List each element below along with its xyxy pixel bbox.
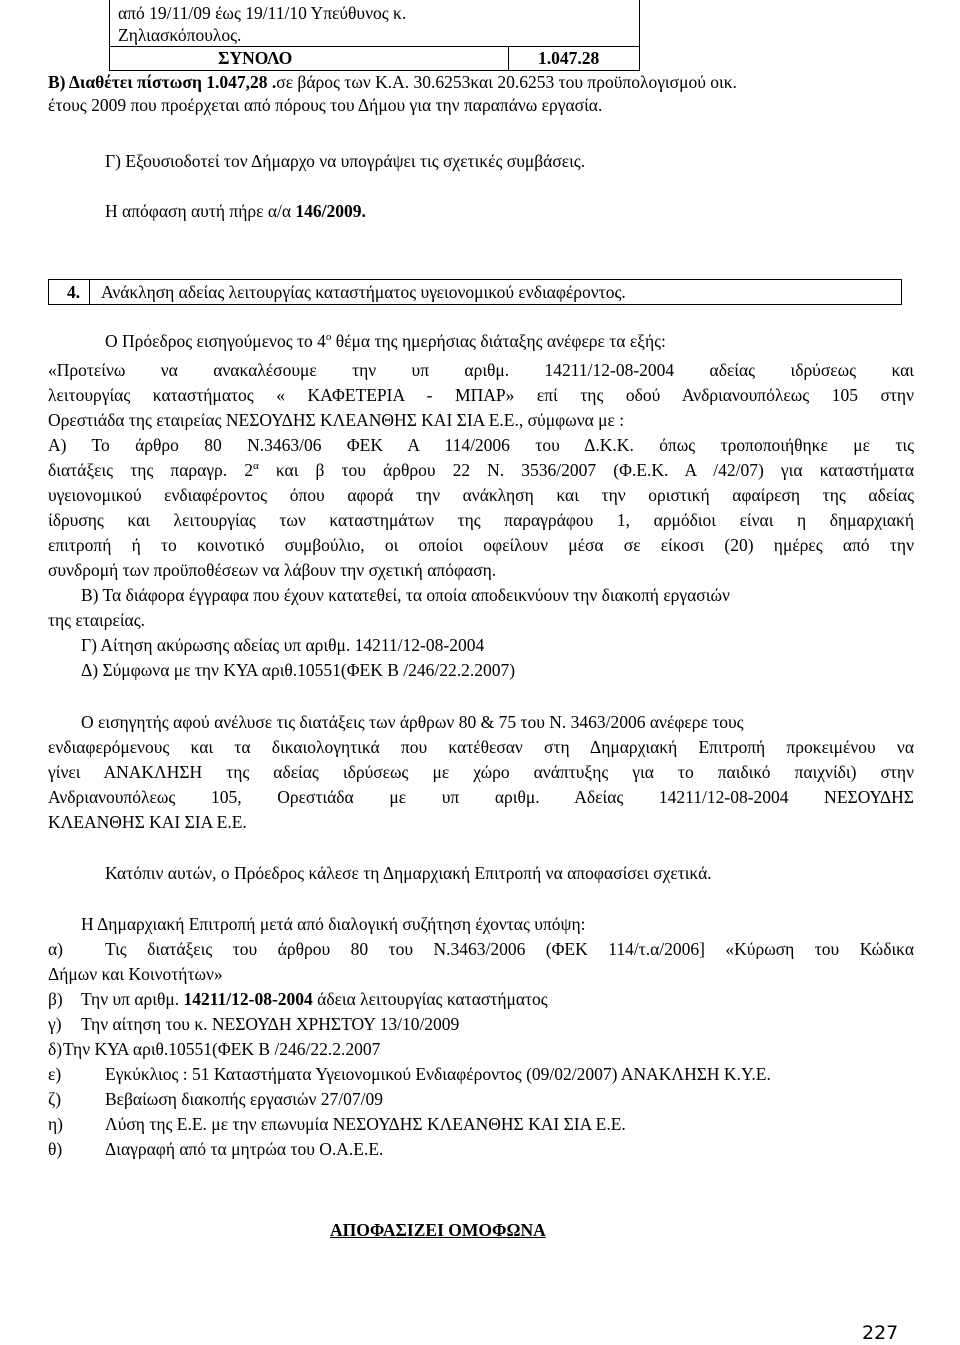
consideration-text-post: άδεια λειτουργίας καταστήματος xyxy=(312,989,548,1009)
para-b-rest: σε βάρος των Κ.Α. 30.6253και 20.6253 του προϋπολογισμού οικ. xyxy=(276,72,737,92)
column-divider xyxy=(508,47,509,71)
total-row xyxy=(110,46,639,71)
consideration-label: ε) xyxy=(48,1064,62,1084)
table-cell-text: Ζηλιασκόπουλος. xyxy=(118,25,242,45)
body-line: λειτουργίας καταστήματος « ΚΑΦΕΤΕΡΙΑ - ΜΠΑΡ» επί της οδού Ανδριανουπόλεως 105 στην xyxy=(48,385,914,405)
rapporteur-line: ΚΛΕΑΝΘΗΣ ΚΑΙ ΣΙΑ Ε.Ε. xyxy=(48,812,247,832)
paragraph-b xyxy=(48,71,737,94)
consideration-label: θ) xyxy=(48,1139,63,1159)
total-label: ΣΥΝΟΛΟ xyxy=(218,48,293,68)
invite-line: Κατόπιν αυτών, ο Πρόεδρος κάλεσε τη Δημαρχιακή Επιτροπή να αποφασίσει σχετικά. xyxy=(105,863,712,883)
point-b-line2: της εταιρείας. xyxy=(48,610,146,630)
intro-line xyxy=(105,330,666,353)
paragraph-b-line2: έτους 2009 που προέρχεται από πόρους του Δήμου για την παραπάνω εργασία. xyxy=(48,95,603,115)
decision-number-line xyxy=(105,200,366,223)
agenda-item-number: 4. xyxy=(67,282,81,302)
decision-heading: ΑΠΟΦΑΣΙΖΕΙ ΟΜΟΦΩΝΑ xyxy=(330,1220,546,1240)
consideration-label: η) xyxy=(48,1114,63,1134)
body-line: ίδρυσης και λειτουργίας των καταστημάτων της παραγράφου 1, αρμόδιοι είναι η δημαρχιακή xyxy=(48,510,914,530)
body-line-sup xyxy=(48,459,914,482)
point-d-line: Δ) Σύμφωνα με την ΚΥΑ αριθ.10551(ΦΕΚ Β /246/22.2.2007) xyxy=(81,660,516,680)
agenda-item-title: Ανάκληση αδείας λειτουργίας καταστήματος υγειονομικού ενδιαφέροντος. xyxy=(101,282,626,302)
body-line: Ορεστιάδα της εταιρείας ΝΕΣΟΥΔΗΣ ΚΛΕΑΝΘΗΣ ΚΑΙ ΣΙΑ Ε.Ε., σύμφωνα με : xyxy=(48,410,625,430)
intro-text: Ο Πρόεδρος εισηγούμενος το 4 xyxy=(105,331,326,351)
committee-intro: Η Δημαρχιακή Επιτροπή μετά από διαλογική συζήτηση έχοντας υπόψη: xyxy=(81,914,586,934)
rapporteur-line: γίνει ΑΝΑΚΛΗΣΗ της αδείας ιδρύσεως με χώρο ανάπτυξης για το παιδικό παιχνίδι) στην xyxy=(48,762,914,782)
budget-table xyxy=(109,0,640,71)
rapporteur-line: ενδιαφερόμενους και τα δικαιολογητικά που κατέθεσαν στη Δημαρχιακή Επιτροπή προκειμένου να xyxy=(48,737,914,757)
consideration-label: ζ) xyxy=(48,1089,62,1109)
paragraph-g: Γ) Εξουσιοδοτεί τον Δήμαρχο να υπογράψει τις σχετικές συμβάσεις. xyxy=(105,151,586,171)
consideration-text: Την ΚΥΑ αριθ.10551(ΦΕΚ Β /246/22.2.2007 xyxy=(63,1039,381,1059)
body-line: υγειονομικού ενδιαφέροντος όπου αφορά την ανάκληση και την οριστική αφαίρεση της αδείας xyxy=(48,485,914,505)
consideration-text xyxy=(81,988,548,1011)
consideration-label: α) xyxy=(48,939,63,959)
body-line: συνδρομή των προϋποθέσεων να λάβουν την σχετική απόφαση. xyxy=(48,560,497,580)
point-g-line: Γ) Αίτηση ακύρωσης αδείας υπ αριθμ. 14211/12-08-2004 xyxy=(81,635,485,655)
decision-number: 146/2009. xyxy=(295,201,366,221)
consideration-text-pre: Την υπ αριθμ. xyxy=(81,989,184,1009)
consideration-text: Βεβαίωση διακοπής εργασιών 27/07/09 xyxy=(105,1089,384,1109)
rapporteur-line: Ο εισηγητής αφού ανέλυσε τις διατάξεις των άρθρων 80 & 75 του Ν. 3463/2006 ανέφερε τους xyxy=(81,712,744,732)
license-number: 14211/12-08-2004 xyxy=(183,989,313,1009)
para-b-lead: Β) xyxy=(48,72,69,92)
page-number: 227 xyxy=(862,1322,899,1344)
consideration-label: δ) xyxy=(48,1039,63,1059)
body-sup: α xyxy=(253,460,259,472)
consideration-text: Διαγραφή από τα μητρώα του Ο.Α.Ε.Ε. xyxy=(105,1139,384,1159)
header-divider xyxy=(89,280,90,304)
rapporteur-line: Ανδριανουπόλεως 105, Ορεστιάδα με υπ αριθμ. Αδείας 14211/12-08-2004 ΝΕΣΟΥΔΗΣ xyxy=(48,787,914,807)
body-text: διατάξεις της παραγρ. 2 xyxy=(48,460,254,480)
para-b-bold: Διαθέτει πίστωση 1.047,28 . xyxy=(68,72,277,92)
consideration-text: Εγκύκλιος : 51 Καταστήματα Υγειονομικού Ενδιαφέροντος (09/02/2007) ΑΝΑΚΛΗΣΗ Κ.Υ.Ε. xyxy=(105,1064,771,1084)
consideration-label: β) xyxy=(48,989,63,1009)
consideration-text: Λύση της Ε.Ε. με την επωνυμία ΝΕΣΟΥΔΗΣ ΚΛΕΑΝΘΗΣ ΚΑΙ ΣΙΑ Ε.Ε. xyxy=(105,1114,626,1134)
consideration-text: Την αίτηση του κ. ΝΕΣΟΥΔΗ ΧΡΗΣΤΟΥ 13/10/2009 xyxy=(81,1014,460,1034)
consideration-text: Δήμων και Κοινοτήτων» xyxy=(48,964,223,984)
body-text-rest: και β του άρθρου 22 Ν. 3536/2007 (Φ.Ε.Κ. Α /42/07) για καταστήματα xyxy=(258,460,914,480)
consideration-text: Τις διατάξεις του άρθρου 80 του Ν.3463/2006 (ΦΕΚ 114/τ.α/2006] «Κύρωση του Κώδικα xyxy=(105,939,914,959)
intro-sup: ο xyxy=(325,331,332,343)
decision-text: Η απόφαση αυτή πήρε α/α xyxy=(105,201,296,221)
point-b-line: Β) Τα διάφορα έγγραφα που έχουν κατατεθεί, τα οποία αποδεικνύουν την διακοπή εργασιών xyxy=(81,585,730,605)
agenda-item-header xyxy=(48,279,902,305)
table-cell-text: από 19/11/09 έως 19/11/10 Υπεύθυνος κ. xyxy=(118,3,407,23)
body-line: επιτροπή ή το κοινοτικό συμβούλιο, οι οποίοι οφείλουν μέσα σε είκοσι (20) ημέρες από την xyxy=(48,535,914,555)
total-value: 1.047.28 xyxy=(538,48,600,68)
body-line: «Προτείνω να ανακαλέσουμε την υπ αριθμ. 14211/12-08-2004 αδείας ιδρύσεως και xyxy=(48,360,914,380)
consideration-label: γ) xyxy=(48,1014,62,1034)
intro-text-rest: θέμα της ημερήσιας διάταξης ανέφερε τα εξής: xyxy=(331,331,666,351)
body-line: Α) Το άρθρο 80 Ν.3463/06 ΦΕΚ Α 114/2006 του Δ.Κ.Κ. όπως τροποποιήθηκε με τις xyxy=(48,435,914,455)
